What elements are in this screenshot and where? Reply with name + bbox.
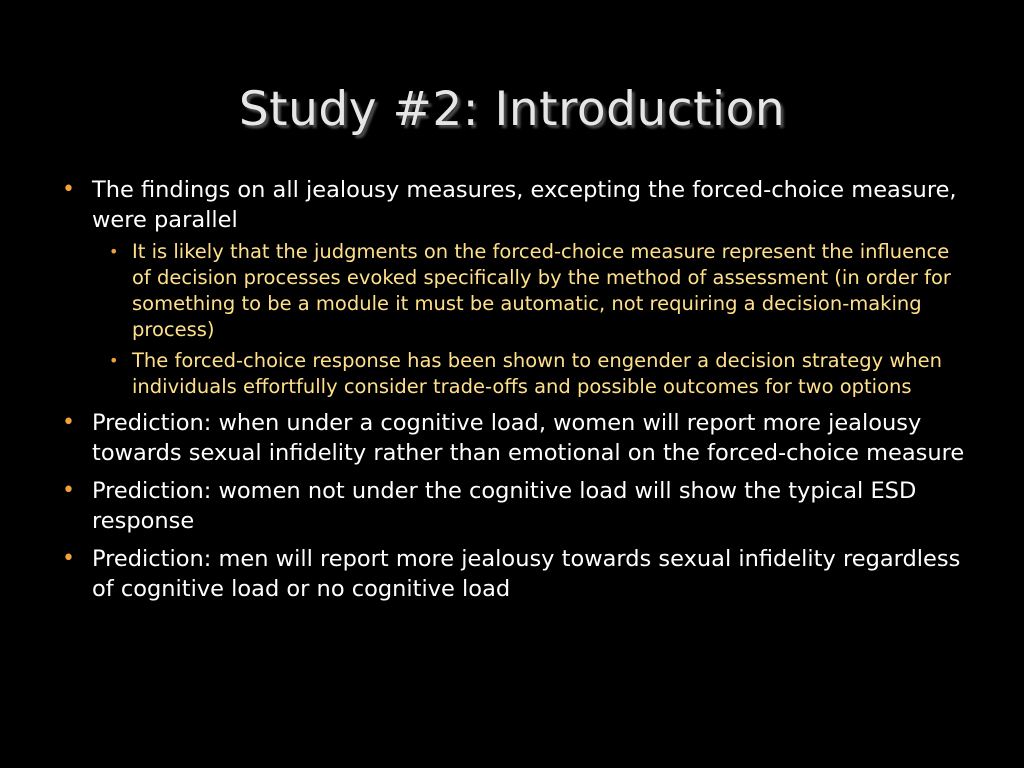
sub-bullet-text: It is likely that the judgments on the forced-choice measure represent the influence of decision processes evoked specifically by the method of assessment (in order for something to be a module it must be automatic, not requiring a decision-making process): [132, 240, 951, 341]
sub-bullet-list: [92, 239, 970, 400]
bullet-text: Prediction: men will report more jealousy towards sexual infidelity regardless of cognitive load or no cognitive load: [92, 546, 961, 602]
sub-bullet-icon: •: [109, 242, 119, 261]
slide-title: Study #2: Introduction: [238, 82, 786, 137]
sub-bullet-item: [92, 239, 970, 343]
bullet-text: The findings on all jealousy measures, excepting the forced-choice measure, were parallel: [92, 177, 957, 233]
bullet-text: Prediction: women not under the cognitive load will show the typical ESD response: [92, 478, 917, 534]
sub-bullet-item: [92, 348, 970, 400]
bullet-item: [60, 544, 970, 604]
bullet-item: [60, 408, 970, 468]
bullet-icon: •: [62, 410, 75, 435]
bullet-list: [60, 175, 970, 612]
bullet-item: [60, 175, 970, 400]
bullet-icon: •: [62, 546, 75, 571]
sub-bullet-text: The forced-choice response has been shown to engender a decision strategy when individuals effortfully consider trade-offs and possible outcomes for two options: [132, 349, 943, 398]
bullet-text: Prediction: when under a cognitive load, women will report more jealousy towards sexual infidelity rather than emotional on the forced-choice measure: [92, 410, 965, 466]
bullet-item: [60, 476, 970, 536]
bullet-icon: •: [62, 177, 75, 202]
sub-bullet-icon: •: [109, 351, 119, 370]
bullet-icon: •: [62, 478, 75, 503]
